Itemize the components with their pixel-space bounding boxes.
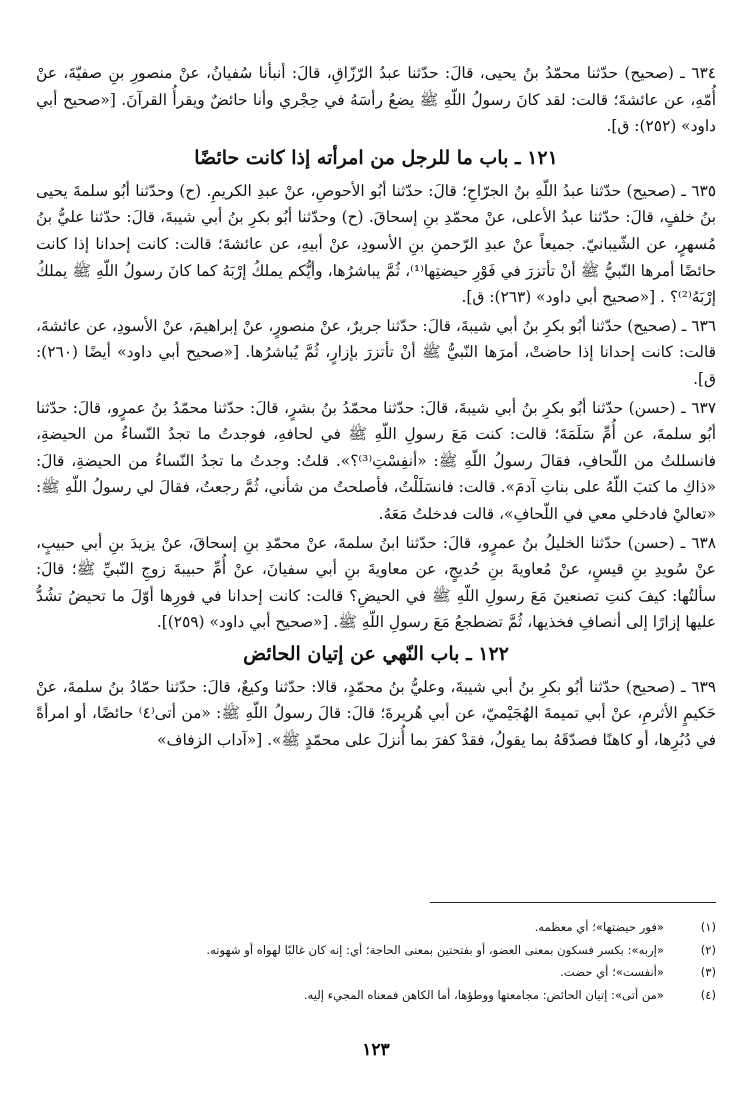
chapter-heading-122: ١٢٢ ـ باب النّهي عن إتيان الحائض — [243, 642, 509, 665]
hadith-639: ٦٣٩ ـ (صحيح) حدّثنا أبُو بكرِ بنُ أبي شيبةَ، وعليُّ بنُ محمّدٍ، قالا: حدّثنا وكيعٌ، قالَ: حدّثنا حمّادُ بنُ سلمةَ، عنْ حَكيمٍ الأثرمِ، عنْ أبي تميمةَ الهُجَيْميّ، عن أبي هُريرةَ؛ قالَ: قالَ رسولُ اللّهِ ﷺ: «من أتى⁽٤⁾ حائضًا، أو امرأةً في دُبُرِها، أو كاهنًا فصدّقَهُ بما يقولُ، فقدْ كفرَ بما أُنزلَ على محمّدٍ ﷺ». [«آداب الزفاف» — [36, 677, 716, 750]
footnote — [36, 939, 716, 962]
main-text — [36, 60, 716, 756]
footnote-text: «إربه»: بكسر فسكون بمعنى العضو، أو بفتحتين بمعنى الحاجة؛ أي: إنه كان غالبًا لهواه أو شهوته. — [206, 942, 664, 957]
footnotes — [36, 916, 716, 1006]
footnote-text: «من أتى»: إتيان الحائض: مجامعتها ووطؤها، أما الكاهن فمعناه المجيء إليه. — [303, 987, 664, 1002]
page-number: ١٢٣ — [362, 1040, 390, 1060]
footnote-number: (٤) — [700, 987, 716, 1002]
footnote-number: (٣) — [700, 965, 716, 979]
hadith-636: ٦٣٦ ـ (صحيح) حدّثنا أبُو بكرِ بنُ أبي شيبةَ، قالَ: حدّثنا جريرٌ، عنْ منصورٍ، عنْ إبراهيمَ، عنْ الأسودِ، عن عائشةَ، قالت: كانت إحدانا إذا حاضتْ، أمرَها النّبيُّ ﷺ أنْ تأتزرَ بإزارٍ، ثُمَّ يُباشرُها. [«صحيح أبي داود» أيضًا (٢٦٠): ق]. — [36, 316, 716, 388]
hadith-634: ٦٣٤ ـ (صحيح) حدّثنا محمّدُ بنُ يحيى، قالَ: حدّثنا عبدُ الرّزّاقِ، قالَ: أنبأنا سُفيانُ، عنْ منصورِ بنِ صفيّةَ، عنْ أُمّهِ، عن عائشةَ؛ قالت: لقد كانَ رسولُ اللّهِ ﷺ يضعُ رأسَهُ في حِجْري وأنا حائضٌ ويقرأُ القرآنَ. [«صحيح أبي داود» (٢٥٢): ق]. — [36, 64, 716, 136]
footnote — [36, 961, 716, 984]
footnote-divider — [430, 902, 716, 903]
hadith-637: ٦٣٧ ـ (حسن) حدّثنا أبُو بكرِ بنُ أبي شيبةَ، قالَ: حدّثنا محمّدُ بنُ بشرٍ، قالَ: حدّثنا محمّدُ بنُ عمرٍو، قالَ: حدّثنا أبُو سلمةَ، عن أُمِّ سَلَمَةَ؛ قالت: كنت مَعَ رسولِ اللّهِ ﷺ في لحافهِ، فوجدتُ ما تجدُ النّساءُ من الحيضةِ، فانسللتُ من اللّحافِ، فقالَ رسولُ اللّهِ ﷺ: «أنفِسْتِ⁽³⁾؟». قلتُ: وجدتُ ما تجدُ النّساءُ من الحيضةِ، قالَ: «ذاكِ ما كتبَ اللّهُ على بناتِ آدمَ». قالت: فانسَلَلْتُ، فأصلحتُ من شأني، ثُمَّ رجعتُ، فقالَ لي رسولُ اللّهِ ﷺ: «تعاليْ فادخلي معي في اللّحافِ»، قالت فدخلتُ مَعَهُ. — [36, 398, 716, 523]
footnote-number: (١) — [700, 920, 716, 934]
hadith-635: ٦٣٥ ـ (صحيح) حدّثنا عبدُ اللّهِ بنُ الجرّاحِ؛ قالَ: حدّثنا أبُو الأحوصِ، عنْ عبدِ الكريمِ. (ح) وحدّثنا أبُو سلمةَ يحيى بنُ خلفٍ، قالَ: حدّثنا عبدُ الأعلى، عنْ محمّدِ بنِ إسحاقَ. (ح) وحدّثنا أبُو بكرِ بنُ أبي شيبةَ، قالَ: حدّثنا عليُّ بنُ مُسهرٍ، عن الشّيبانيّ. جميعاً عنْ عبدِ الرّحمنِ بنِ الأسودِ، عنْ أبيهِ، عن عائشةَ؛ قالت: كانت إحدانا إذا كانت حائضًا أمرها النّبيُّ ﷺ أنْ تأتزرَ في فَوْرِ حيضتِها⁽¹⁾، ثُمَّ يباشرُها، وأيُّكم يملكُ إرْبَهُ كما كانَ رسولُ اللّهِ ﷺ يملكُ إرْبَهُ⁽²⁾؟ . [«صحيح أبي داود» (٢٦٣): ق]. — [36, 181, 716, 307]
footnote — [36, 916, 716, 939]
footnote-text: «فور حيضتها»؛ أي معظمه. — [534, 920, 664, 934]
footnote-text: «أنفست»؛ أي حضت. — [560, 965, 664, 979]
hadith-638: ٦٣٨ ـ (حسن) حدّثنا الخليلُ بنُ عمرٍو، قالَ: حدّثنا ابنُ سلمةَ، عنْ محمّدِ بنِ إسحاقَ، عنْ يزيدَ بنِ أبي حبيبٍ، عنْ سُويدِ بنِ قيسٍ، عنْ مُعاويةَ بنِ حُديجٍ، عن معاويةَ بنِ أبي سفيانَ، عنْ أُمِّ حبيبةَ زوجِ النّبيِّ ﷺ؛ قالَ: سألتُها: كيفَ كنتِ تصنعينَ مَعَ رسولِ اللّهِ ﷺ في الحيضِ؟ قالت: كانت إحدانا في فورِها أوّلَ ما تحيضُ تشُدُّ عليها إزارًا إلى أنصافِ فخذيها، ثُمَّ تضطجعُ مَعَ رسولِ اللّهِ ﷺ. [«صحيح أبي داود» (٢٥٩)]. — [36, 533, 716, 632]
footnote-number: (٢) — [700, 942, 716, 957]
footnote — [36, 984, 716, 1007]
chapter-heading-121: ١٢١ ـ باب ما للرجل من امرأته إذا كانت حائضًا — [194, 146, 558, 169]
